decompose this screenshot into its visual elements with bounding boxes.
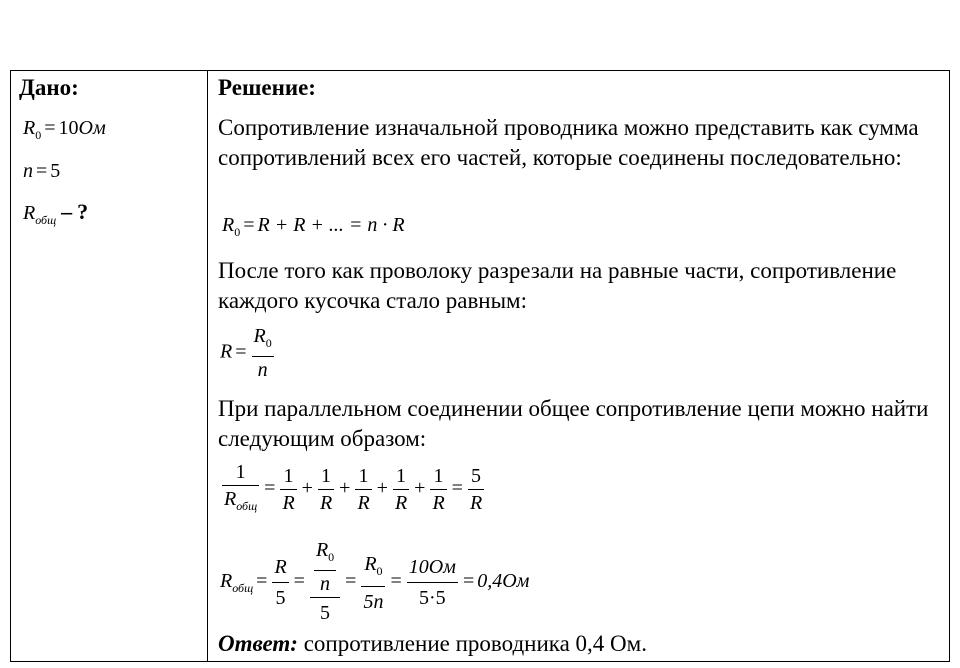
- answer-label: Ответ:: [218, 631, 298, 656]
- solution-column: [208, 71, 949, 661]
- task-table: [10, 70, 950, 662]
- solution-heading: Решение:: [218, 75, 316, 100]
- given-unknown: $R_{общ}$ – ?: [23, 199, 89, 227]
- given-n: n = 5: [23, 160, 61, 182]
- paragraph-series: Сопротивление изначальной проводника можно представить как сумма сопротивлений всех его частей, которые соединены последовательно:: [218, 115, 919, 170]
- answer-text: сопротивление проводника 0,4 Ом.: [297, 631, 647, 656]
- paragraph-parallel: При параллельном соединении общее сопротивление цепи можно найти следующим образом:: [218, 396, 929, 451]
- formula-total-resistance: $R_{общ}$ = $\frac{R}{5}$ = $\frac{\frac{R_0}{n}}{5}$ = $\frac{R_0}{5n}$ = $\frac{10Ом}{5\cdot 5}$ = 0,4Ом: [220, 539, 530, 624]
- formula-series-sum: $R_0 = R + R$ + ... = n · R: [222, 214, 405, 239]
- given-r0: $R_0 = 10Ом$: [23, 117, 106, 142]
- given-column: [11, 71, 207, 661]
- paragraph-cut: После того как проволоку разрезали на равные части, сопротивление каждого кусочка стало равным:: [218, 258, 897, 313]
- formula-parallel-sum: $\frac{1}{R_{общ}}$ = $\frac{1}{R}$ + $\frac{1}{R}$ + $\frac{1}{R}$ + $\frac{1}{R}$ + $\frac{1}{R}$ = $\frac{5}{R}$: [224, 461, 483, 514]
- formula-piece-resistance: R = $\frac{R_0}{n}$: [220, 325, 272, 381]
- given-heading: Дано:: [19, 75, 79, 100]
- answer-line: [218, 629, 647, 659]
